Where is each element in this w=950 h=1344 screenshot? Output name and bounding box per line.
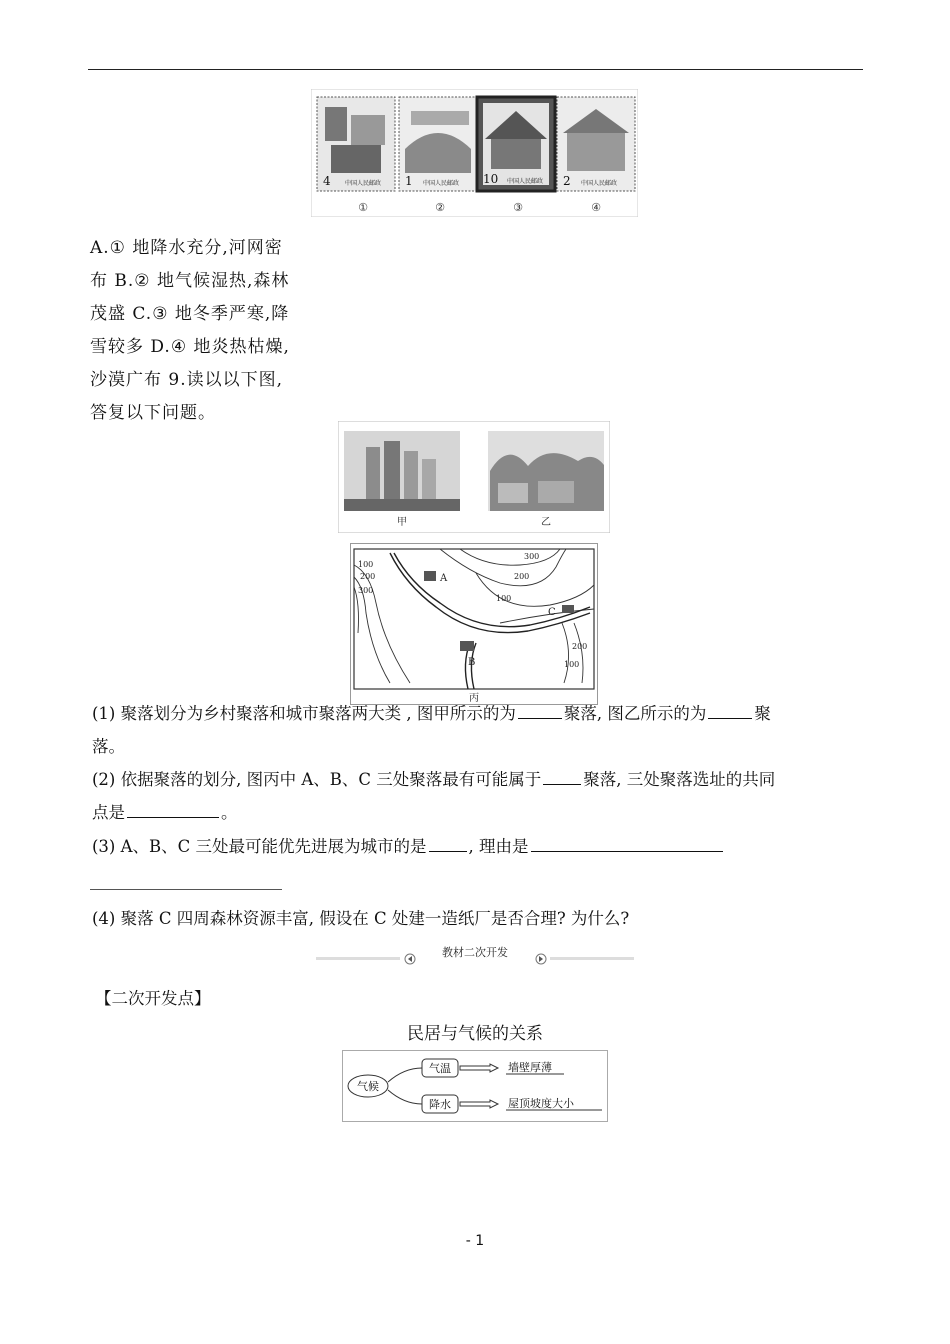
settlement-a-mark — [424, 571, 436, 581]
stamp-4 — [557, 97, 635, 191]
stamp-4-caption: 中国人民邮政 — [581, 180, 618, 187]
settlement-a-label: A — [440, 573, 448, 584]
stamp-1-caption: 中国人民邮政 — [345, 180, 382, 187]
node-temperature-label: 气温 — [429, 1062, 451, 1075]
option-line: 雪较多 D.④ 地炎热枯燥, — [90, 337, 290, 357]
answer-rule — [90, 889, 282, 890]
q2-text-a: (2) 依据聚落的划分, 图丙中 A、B、C 三处聚落最有可能属于 — [92, 770, 542, 789]
stamp-2-caption: 中国人民邮政 — [423, 180, 460, 187]
q3-blank-2[interactable] — [531, 850, 723, 852]
stamp-3-caption: 中国人民邮政 — [507, 178, 544, 185]
stamp-1-value: 4 — [323, 174, 331, 188]
page-number: - 1 — [465, 1233, 485, 1249]
option-line: 布 B.② 地气候湿热,森林 — [90, 271, 290, 291]
stamp-1 — [317, 97, 395, 191]
question-3 — [92, 833, 725, 857]
stamp-label-4: ④ — [591, 201, 601, 214]
stamp-2 — [399, 97, 477, 191]
section-bar — [312, 944, 638, 968]
stamp-label-2: ② — [435, 201, 445, 214]
contour-label: 200 — [360, 572, 376, 581]
photo-jia-label: 甲 — [397, 517, 407, 528]
climate-dwelling-diagram — [342, 1050, 608, 1122]
section-bar-title: 教材二次开发 — [442, 946, 508, 959]
stamp-3 — [477, 97, 555, 191]
q2-blank-1[interactable] — [543, 783, 581, 785]
settlement-c-mark — [562, 605, 574, 613]
photo-jia — [344, 431, 460, 511]
question-1-line-1 — [92, 700, 771, 724]
q2-text-d: 。 — [221, 803, 238, 822]
contour-label: 200 — [572, 642, 588, 651]
options-text — [90, 232, 315, 430]
stamp-3-value: 10 — [483, 172, 499, 186]
settlement-b-label: B — [468, 657, 476, 668]
q2-blank-2[interactable] — [127, 816, 219, 818]
contour-map-label: 丙 — [469, 693, 479, 704]
q3-blank-1[interactable] — [429, 850, 467, 852]
option-line: 答复以下问题。 — [90, 403, 216, 423]
header-rule — [88, 69, 863, 70]
photo-yi — [488, 431, 604, 511]
option-line: 沙漠广布 9.读以以下图, — [90, 370, 284, 390]
q1-text-b: 聚落, 图乙所示的为 — [563, 704, 707, 723]
contour-label: 300 — [358, 586, 374, 595]
stamp-4-value: 2 — [563, 174, 571, 188]
question-2-line-1 — [92, 766, 775, 790]
q2-text-c: 点是 — [92, 803, 125, 822]
q1-blank-1[interactable] — [518, 717, 562, 719]
contour-label: 300 — [524, 552, 540, 561]
section-heading: 【二次开发点】 — [95, 989, 211, 1008]
node-precipitation-label: 降水 — [429, 1098, 451, 1111]
q3-text-b: , 理由是 — [468, 837, 529, 856]
question-4: (4) 聚落 C 四周森林资源丰富, 假设在 C 处建一造纸厂是否合理? 为什么? — [92, 909, 630, 928]
question-2-line-2 — [92, 799, 238, 823]
stamp-label-1: ① — [358, 201, 368, 214]
stamp-label-3: ③ — [513, 201, 523, 214]
stamps-figure — [311, 89, 638, 217]
q2-text-b: 聚落, 三处聚落选址的共同 — [583, 770, 776, 789]
settlement-c-label: C — [548, 607, 556, 618]
contour-map — [350, 543, 598, 705]
contour-label: 100 — [496, 594, 512, 603]
diagram-title: 民居与气候的关系 — [407, 1024, 543, 1044]
photos-figure — [338, 421, 610, 533]
node-climate-label: 气候 — [357, 1080, 379, 1093]
photo-yi-label: 乙 — [541, 517, 551, 528]
contour-label: 200 — [514, 572, 530, 581]
stamp-2-value: 1 — [405, 174, 413, 188]
contour-label: 100 — [564, 660, 580, 669]
result-roof-label: 屋顶坡度大小 — [508, 1097, 574, 1110]
option-line: A.① 地降水充分,河网密 — [90, 238, 283, 258]
option-line: 茂盛 C.③ 地冬季严寒,降 — [90, 304, 290, 324]
question-1-line-2: 落。 — [92, 737, 125, 756]
q1-text-a: (1) 聚落划分为乡村聚落和城市聚落两大类 , 图甲所示的为 — [92, 704, 516, 723]
q1-text-c: 聚 — [754, 704, 771, 723]
settlement-b-mark — [460, 641, 474, 651]
q1-blank-2[interactable] — [708, 717, 752, 719]
result-wall-label: 墙壁厚薄 — [508, 1061, 552, 1074]
q3-text-a: (3) A、B、C 三处最可能优先进展为城市的是 — [92, 837, 427, 856]
contour-label: 100 — [358, 560, 374, 569]
